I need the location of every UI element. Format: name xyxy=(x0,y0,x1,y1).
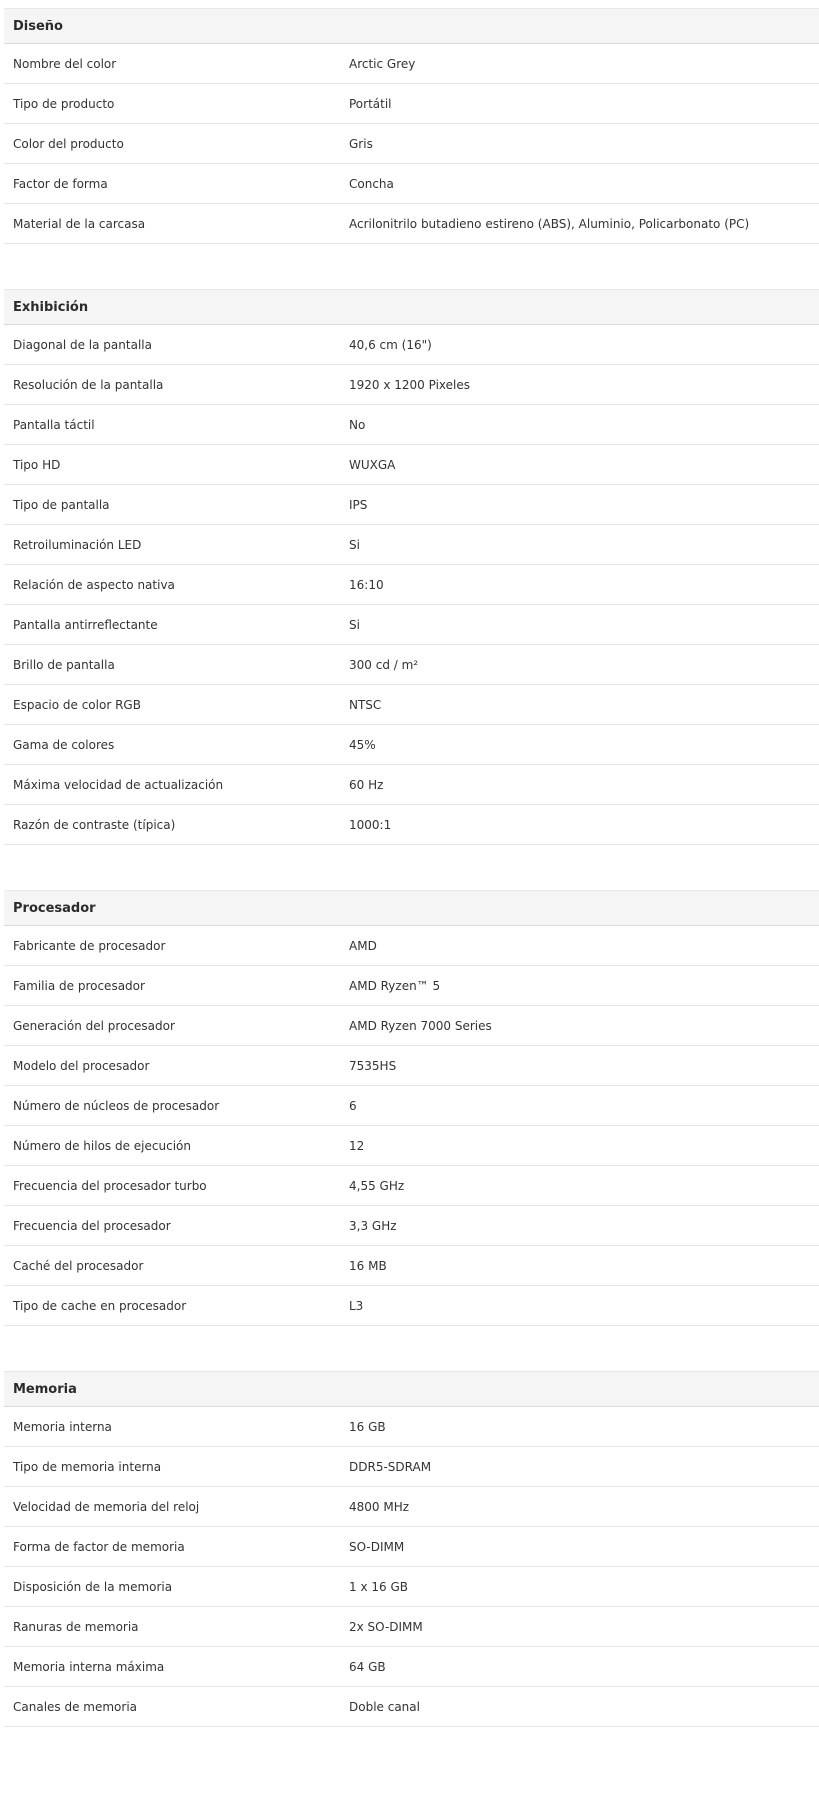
spec-value: Concha xyxy=(349,176,394,191)
spec-value: 16 MB xyxy=(349,1258,387,1273)
spec-section xyxy=(4,289,819,845)
spec-value: AMD Ryzen 7000 Series xyxy=(349,1018,492,1033)
spec-label: Frecuencia del procesador xyxy=(13,1218,171,1233)
spec-label: Gama de colores xyxy=(13,737,115,752)
spec-row xyxy=(4,645,819,685)
spec-row xyxy=(4,445,819,485)
spec-row xyxy=(4,725,819,765)
spec-label: Fabricante de procesador xyxy=(13,938,166,953)
spec-row xyxy=(4,1487,819,1527)
spec-label: Pantalla antirreflectante xyxy=(13,617,158,632)
spec-row xyxy=(4,685,819,725)
spec-value: 12 xyxy=(349,1138,365,1153)
spec-label: Tipo de memoria interna xyxy=(13,1459,162,1474)
spec-value: IPS xyxy=(349,497,368,512)
spec-row xyxy=(4,1607,819,1647)
spec-value: 3,3 GHz xyxy=(349,1218,397,1233)
spec-row xyxy=(4,44,819,84)
spec-value: 1 x 16 GB xyxy=(349,1579,408,1594)
spec-row xyxy=(4,1086,819,1126)
spec-label: Factor de forma xyxy=(13,176,108,191)
spec-label: Material de la carcasa xyxy=(13,216,146,231)
spec-value: NTSC xyxy=(349,697,382,712)
spec-section xyxy=(4,8,819,244)
spec-value: 64 GB xyxy=(349,1659,386,1674)
spec-row xyxy=(4,405,819,445)
spec-value: 1000:1 xyxy=(349,817,392,832)
spec-label: Canales de memoria xyxy=(13,1699,138,1714)
spec-row xyxy=(4,765,819,805)
spec-value: Si xyxy=(349,617,360,632)
spec-row xyxy=(4,1126,819,1166)
spec-value: 16:10 xyxy=(349,577,384,592)
spec-value: DDR5-SDRAM xyxy=(349,1459,432,1474)
spec-row xyxy=(4,124,819,164)
spec-row xyxy=(4,966,819,1006)
spec-label: Pantalla táctil xyxy=(13,417,95,432)
spec-row xyxy=(4,1447,819,1487)
spec-label: Modelo del procesador xyxy=(13,1058,150,1073)
spec-value: AMD Ryzen™ 5 xyxy=(349,978,441,993)
spec-value: 2x SO-DIMM xyxy=(349,1619,423,1634)
spec-row xyxy=(4,325,819,365)
spec-row xyxy=(4,365,819,405)
spec-value: Doble canal xyxy=(349,1699,420,1714)
spec-label: Forma de factor de memoria xyxy=(13,1539,185,1554)
spec-row xyxy=(4,1527,819,1567)
spec-label: Caché del procesador xyxy=(13,1258,144,1273)
spec-value: Si xyxy=(349,537,360,552)
spec-label: Retroiluminación LED xyxy=(13,537,142,552)
spec-label: Ranuras de memoria xyxy=(13,1619,139,1634)
section-title: Memoria xyxy=(4,1371,819,1407)
spec-row xyxy=(4,1567,819,1607)
spec-label: Relación de aspecto nativa xyxy=(13,577,175,592)
spec-value: 16 GB xyxy=(349,1419,386,1434)
spec-label: Máxima velocidad de actualización xyxy=(13,777,224,792)
spec-row xyxy=(4,1407,819,1447)
spec-row xyxy=(4,926,819,966)
spec-value: Arctic Grey xyxy=(349,56,416,71)
spec-label: Memoria interna xyxy=(13,1419,112,1434)
spec-label: Nombre del color xyxy=(13,56,117,71)
spec-label: Número de hilos de ejecución xyxy=(13,1138,191,1153)
spec-row xyxy=(4,1166,819,1206)
spec-row xyxy=(4,1687,819,1727)
spec-section xyxy=(4,890,819,1326)
spec-row xyxy=(4,204,819,244)
spec-value: 60 Hz xyxy=(349,777,384,792)
spec-row xyxy=(4,525,819,565)
spec-row xyxy=(4,1046,819,1086)
spec-value: L3 xyxy=(349,1298,364,1313)
spec-value: Acrilonitrilo butadieno estireno (ABS), Aluminio, Policarbonato (PC) xyxy=(349,216,750,231)
spec-row xyxy=(4,1647,819,1687)
spec-label: Tipo de cache en procesador xyxy=(13,1298,187,1313)
spec-label: Velocidad de memoria del reloj xyxy=(13,1499,200,1514)
spec-section xyxy=(4,1371,819,1727)
spec-value: 1920 x 1200 Pixeles xyxy=(349,377,471,392)
spec-label: Frecuencia del procesador turbo xyxy=(13,1178,207,1193)
spec-value: SO-DIMM xyxy=(349,1539,405,1554)
section-title: Exhibición xyxy=(4,289,819,325)
spec-value: AMD xyxy=(349,938,377,953)
spec-label: Generación del procesador xyxy=(13,1018,175,1033)
spec-value: 4800 MHz xyxy=(349,1499,410,1514)
spec-label: Tipo de pantalla xyxy=(13,497,110,512)
spec-value: 7535HS xyxy=(349,1058,397,1073)
spec-label: Color del producto xyxy=(13,136,124,151)
spec-value: WUXGA xyxy=(349,457,396,472)
section-title: Diseño xyxy=(4,8,819,44)
spec-row xyxy=(4,605,819,645)
spec-row xyxy=(4,1006,819,1046)
spec-row xyxy=(4,805,819,845)
spec-label: Número de núcleos de procesador xyxy=(13,1098,220,1113)
spec-value: Gris xyxy=(349,136,373,151)
spec-row xyxy=(4,1286,819,1326)
spec-value: 45% xyxy=(349,737,376,752)
section-title: Procesador xyxy=(4,890,819,926)
spec-row xyxy=(4,565,819,605)
spec-label: Tipo de producto xyxy=(13,96,115,111)
spec-value: 6 xyxy=(349,1098,357,1113)
spec-label: Familia de procesador xyxy=(13,978,145,993)
spec-label: Espacio de color RGB xyxy=(13,697,141,712)
spec-label: Brillo de pantalla xyxy=(13,657,115,672)
spec-value: 4,55 GHz xyxy=(349,1178,405,1193)
spec-row xyxy=(4,1246,819,1286)
spec-row xyxy=(4,1206,819,1246)
spec-value: Portátil xyxy=(349,96,392,111)
spec-label: Resolución de la pantalla xyxy=(13,377,164,392)
spec-row xyxy=(4,164,819,204)
spec-label: Tipo HD xyxy=(13,457,61,472)
spec-value: 300 cd / m² xyxy=(349,657,419,672)
spec-label: Diagonal de la pantalla xyxy=(13,337,152,352)
spec-row xyxy=(4,84,819,124)
spec-label: Razón de contraste (típica) xyxy=(13,817,176,832)
spec-row xyxy=(4,485,819,525)
spec-value: 40,6 cm (16") xyxy=(349,337,432,352)
spec-label: Disposición de la memoria xyxy=(13,1579,173,1594)
spec-label: Memoria interna máxima xyxy=(13,1659,165,1674)
spec-value: No xyxy=(349,417,366,432)
